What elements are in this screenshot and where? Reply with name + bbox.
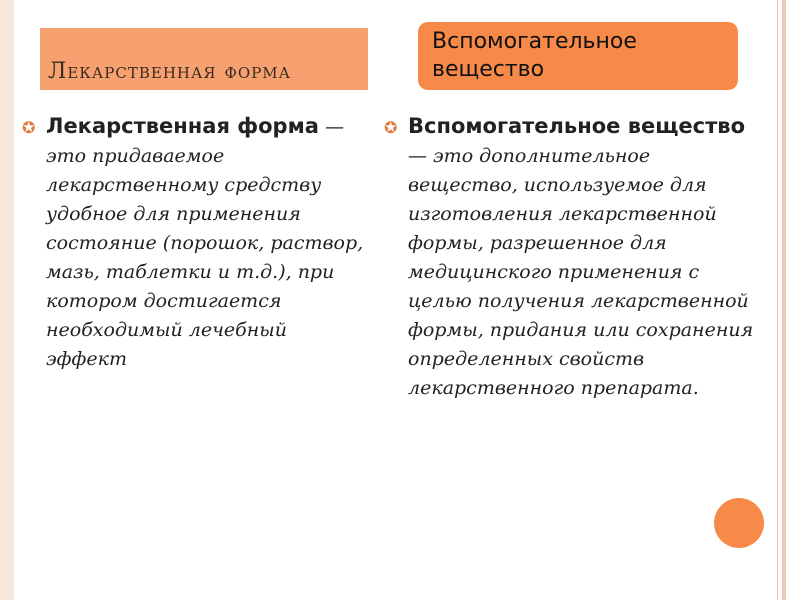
left-definition: — это придаваемое лекарственному средству удобное для применения состояние (порошок, раствор, мазь, таблетки и т.д.), при котором достигается необходимый лечебный эффект — [46, 116, 364, 370]
bullet-icon: ✪ — [22, 118, 36, 137]
bullet-icon: ✪ — [384, 118, 398, 137]
left-heading-box — [40, 28, 368, 90]
right-term: Вспомогательное вещество — [408, 114, 746, 138]
decorative-circle — [714, 498, 764, 548]
left-heading: Лекарственная форма — [48, 59, 292, 84]
left-border-decoration — [0, 0, 14, 600]
right-definition: — это дополнительное вещество, используемое для изготовления лекарственной формы, разрешенное для медицинского применения с целью получения лекарственной формы, придания или сохранения определенных свойств лекарственного препарата. — [408, 145, 754, 399]
left-definition-block — [46, 112, 366, 374]
right-border-line — [777, 0, 778, 600]
left-term: Лекарственная форма — [46, 114, 319, 138]
right-definition-block — [408, 112, 758, 403]
right-heading-line2: вещество — [432, 57, 545, 82]
right-heading-box — [418, 22, 738, 90]
right-border-decoration — [782, 0, 786, 600]
right-heading-line1: Вспомогательное — [432, 29, 637, 54]
